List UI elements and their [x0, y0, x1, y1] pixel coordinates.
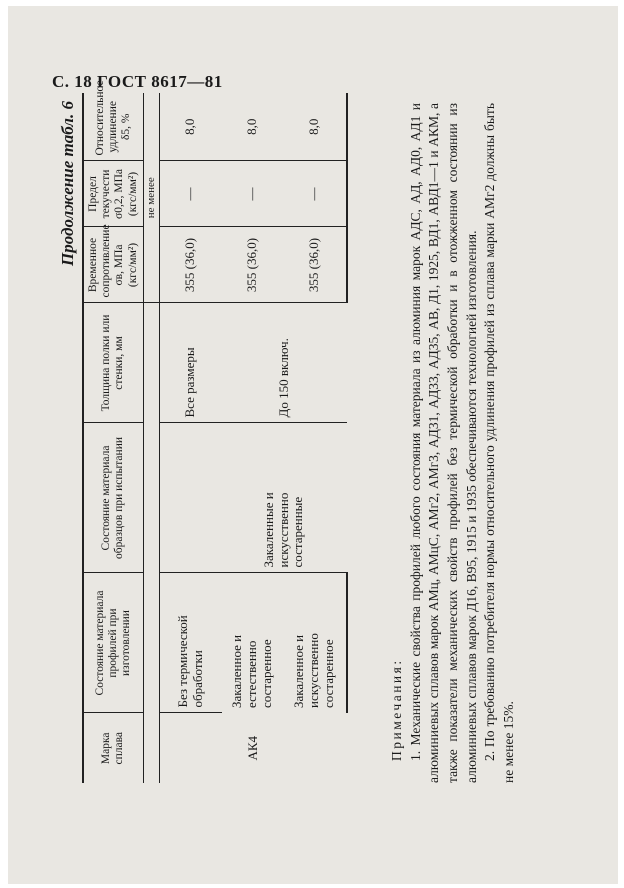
table-row [159, 93, 222, 783]
tensile-cell: 355 (36,0) [284, 227, 347, 303]
yield-cell: — [284, 161, 347, 227]
elongation-cell: 8,0 [284, 93, 347, 161]
col-header-sample-state: Состояние материала образцов при испытании [83, 423, 143, 573]
mechanical-properties-table [82, 80, 348, 783]
unit-note-row [143, 93, 159, 783]
grade-cell: АК4 [244, 735, 260, 761]
col-header-yield: Предел текучести σ0,2, МПа (кгс/мм²) [83, 161, 143, 227]
thickness-cell: Все размеры [159, 303, 222, 423]
document-page [8, 6, 618, 884]
col-header-grade: Марка сплава [83, 713, 143, 783]
yield-cell: — [222, 161, 284, 227]
page-header: С. 18 ГОСТ 8617—81 [52, 72, 223, 91]
col-header-profile-state: Состояние материала профилей при изготовлении [83, 573, 143, 713]
col-header-elongation: Относительное удлинение δ5, % [83, 93, 143, 161]
tensile-cell: 355 (36,0) [222, 227, 284, 303]
sample-state-cell [159, 423, 222, 573]
unit-note: не менее [143, 93, 159, 303]
table-header-row [83, 93, 143, 783]
note-item: 1. Механические свойства профилей любого состояния материала из алюминия марок АДС, АД, АД0, АД1 и алюминиевых сплавов марок АМц, АМцС, АМг2, АМг3, АД31, АД33, АД35, АВ, Д1, 1925, ВД1, АВД1—1 и АКМ, а также показатели механических свойств профилей без термической обработки и в отожженном состоянии из алюминиевых сплавов марок Д16, В95, 1915 и 1935 обеспечиваются технологией изготовления. [407, 103, 479, 783]
col-header-tensile: Временное сопротивление σв, МПа (кгс/мм²) [83, 227, 143, 303]
profile-state-cell: Закаленное и искусственно состаренное [284, 573, 347, 713]
profile-state-cell: Без термической обработки [159, 573, 222, 713]
note-item: 2. По требованию потребителя нормы относительного удлинения профилей из сплава марки АМг2 должны быть не менее 15%. [482, 103, 516, 783]
thickness-merged-cell: До 150 включ. [222, 303, 347, 423]
profile-state-cell: Закаленное и естественно состаренное [229, 634, 274, 708]
tensile-cell: 355 (36,0) [159, 227, 222, 303]
yield-cell: — [159, 161, 222, 227]
table-row [222, 93, 284, 783]
elongation-cell: 8,0 [222, 93, 284, 161]
col-header-thickness: Толщина полки или стенки, мм [83, 303, 143, 423]
notes-heading: Примечания: [389, 658, 404, 761]
sample-state-merged-cell: Закаленные и искусственно состаренные [222, 423, 347, 573]
notes-block [388, 103, 518, 783]
table-title: Продолжение табл. 6 [58, 101, 77, 266]
elongation-cell: 8,0 [159, 93, 222, 161]
